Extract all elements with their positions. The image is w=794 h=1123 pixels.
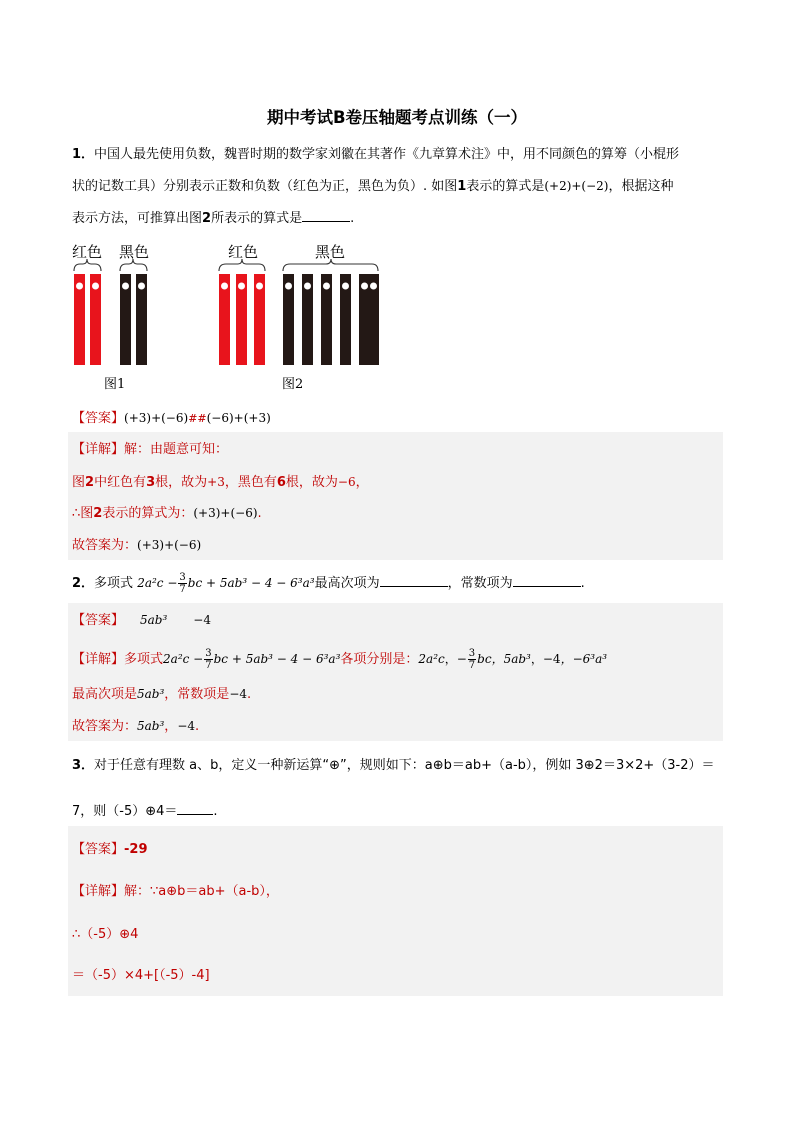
rod-hole <box>238 283 245 290</box>
rod-hole <box>370 283 377 290</box>
fig2-red-brace <box>219 259 265 271</box>
rod-hole <box>221 283 228 290</box>
answer-label: 【答案】 <box>72 613 125 628</box>
rod-hole <box>76 283 83 290</box>
rod-hole <box>304 283 311 290</box>
q1-line1: 1．中国人最先使用负数，魏晋时期的数学家刘徽在其著作《九章算术注》中，用不同颜色的算筹（小棍形 <box>72 147 680 162</box>
rod-hole <box>122 283 129 290</box>
rod-hole <box>361 283 368 290</box>
q1-line3: 表示方法，可推算出图2所表示的算式是 . <box>72 207 354 229</box>
fig1-black-rods <box>120 274 147 365</box>
q1-detail-2: 图2中红色有3根，故为+3，黑色有6根，故为−6， <box>72 475 369 490</box>
q1-detail-3: ∴图2表示的算式为：(+3)+(−6). <box>72 506 262 521</box>
q3-detail-3: ＝（-5）×4+[（-5）-4] <box>72 968 210 983</box>
rod-hole <box>342 283 349 290</box>
detail-label: 【详解】 <box>72 884 125 899</box>
q2-number: 2． <box>72 576 95 591</box>
q1-example-expr: (+2)+(−2) <box>544 179 609 193</box>
answer-blank <box>302 207 350 222</box>
q3-number: 3． <box>72 758 95 773</box>
q2-line1: 2．多项式 2a²c − $\frac{3}{7}$ bc + 5ab³ − 4 − 6³a³最高次项为 ，常数项为 . <box>72 572 585 595</box>
detail-label: 【详解】 <box>72 652 125 667</box>
answer-label: 【答案】 <box>72 842 125 857</box>
q1-answer: 【答案】(+3)+(−6)##(−6)+(+3) <box>72 411 271 426</box>
q3-detail-2: ∴（-5）⊕4 <box>72 927 139 942</box>
q1-number: 1． <box>72 147 95 162</box>
rod-hole <box>92 283 99 290</box>
q2-detail-3: 故答案为：5ab³，−4. <box>72 719 200 734</box>
fig2-red-rods <box>219 274 265 365</box>
q1-detail-4: 故答案为：(+3)+(−6) <box>72 538 202 553</box>
fig1-black-label: 黑色 <box>119 243 150 261</box>
page-title: 期中考试B卷压轴题考点训练（一） <box>266 108 528 127</box>
detail-label: 【详解】 <box>72 442 125 457</box>
fig2-black-brace <box>283 259 378 271</box>
q3-line1: 3．对于任意有理数 a、b，定义一种新运算“⊕”，规则如下：a⊕b＝ab+（a-b），例如 3⊕2＝3×2+（3-2）＝ <box>72 758 715 773</box>
fig2-red-label: 红色 <box>228 243 259 261</box>
rod-hole <box>256 283 263 290</box>
answer-blank <box>513 572 581 587</box>
rod-hole <box>138 283 145 290</box>
answer-blank <box>380 572 448 587</box>
answer-blank <box>177 800 213 815</box>
fig1-red-rods <box>74 274 101 365</box>
q1-line2: 状的记数工具）分别表示正数和负数（红色为正，黑色为负）. 如图1表示的算式是(+2)+(−2)，根据这种 <box>72 179 674 194</box>
fig1-red-label: 红色 <box>72 243 103 261</box>
fig2-black-rods <box>283 274 379 365</box>
q3-detail-1: 【详解】解：∵a⊕b＝ab+（a-b）， <box>72 884 279 899</box>
q2-detail-2: 最高次项是5ab³，常数项是−4. <box>72 687 252 702</box>
rod-hole <box>323 283 330 290</box>
q3-answer: 【答案】-29 <box>72 842 148 857</box>
fig1-caption: 图1 <box>104 377 126 392</box>
q2-detail-1: 【详解】多项式2a²c − $\frac{3}{7}$ bc + 5ab³ − 4 − 6³a³各项分别是：2a²c，− $\frac{3}{7}$ bc，5ab³，−4，−6³a³ <box>72 648 608 671</box>
answer-label: 【答案】 <box>72 411 125 426</box>
fig2-black-label: 黑色 <box>315 243 346 261</box>
q2-answer: 【答案】 5ab³ −4 <box>72 613 211 628</box>
q3-line2: 7，则（-5）⊕4＝ . <box>72 800 218 822</box>
q1-detail-1: 【详解】解：由题意可知： <box>72 442 229 457</box>
rod-hole <box>285 283 292 290</box>
fig2-caption: 图2 <box>282 377 304 392</box>
counting-rods-figure <box>70 240 390 400</box>
